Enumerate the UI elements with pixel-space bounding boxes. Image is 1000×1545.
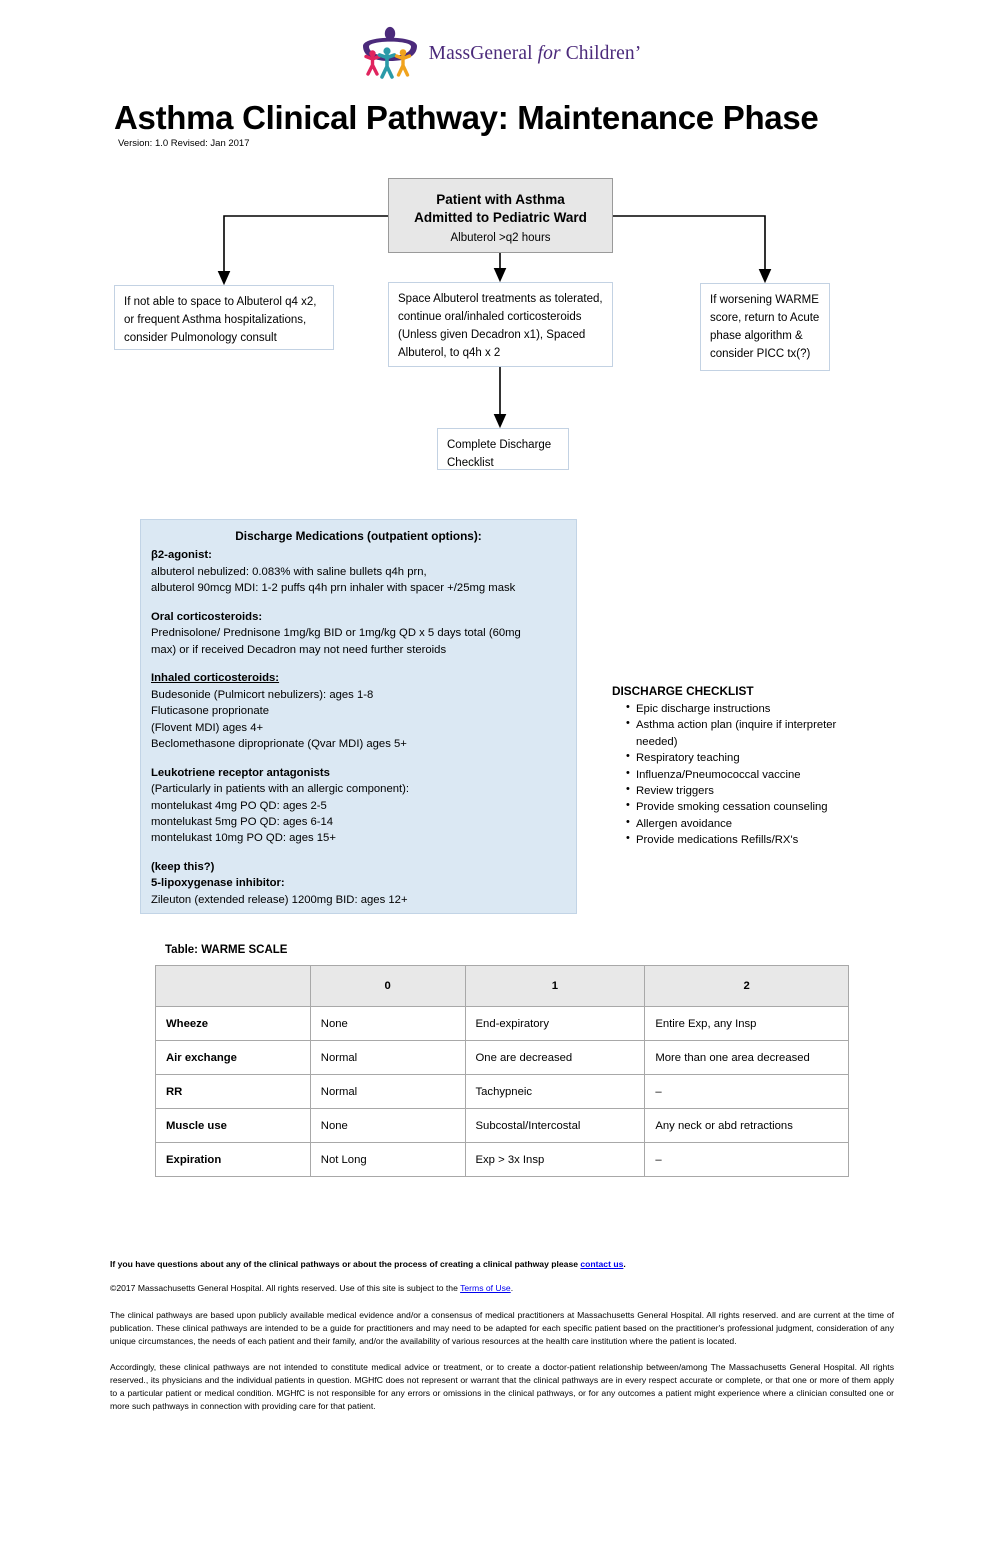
table-row: [156, 1041, 849, 1075]
footer-copyright-suffix: .: [510, 1282, 514, 1293]
flow-node-space-albuterol: [388, 282, 613, 367]
row-label: Expiration: [156, 1143, 311, 1177]
medication-group-inhaled-corticosteroids: [151, 670, 566, 752]
cell: None: [310, 1007, 465, 1041]
column-header-1: 1: [465, 966, 645, 1007]
checklist-item: • Influenza/Pneumococcal vaccine: [626, 767, 862, 783]
mid-node-line: tolerated, continue oral/inhaled: [398, 293, 603, 324]
cell: Any neck or abd retractions: [645, 1109, 849, 1143]
flow-node-pulmonology-consult: [114, 285, 334, 350]
logo-wordmark: MassGeneral for Children’: [428, 43, 642, 64]
medications-title: Discharge Medications (outpatient options):: [235, 529, 482, 543]
checklist-item: • Allergen avoidance: [626, 816, 862, 832]
group-heading: β2-agonist:: [151, 549, 212, 562]
cell: Normal: [310, 1041, 465, 1075]
group-line: Fluticasone proprionate: [151, 705, 270, 718]
logo-word-children: Children: [565, 43, 635, 64]
cell: Subcostal/Intercostal: [465, 1109, 645, 1143]
checklist-item: • Respiratory teaching: [626, 750, 862, 766]
footer-copyright-line: [110, 1282, 894, 1295]
patient-node-line2: Admitted to Pediatric Ward: [414, 210, 587, 226]
checklist-item: • Provide smoking cessation counseling: [626, 799, 862, 815]
checklist-title: DISCHARGE CHECKLIST: [612, 684, 754, 698]
group-line: Prednisolone/ Prednisone 1mg/kg BID or 1mg/kg QD x 5 days total (60mg: [151, 627, 521, 640]
cell: Entire Exp, any Insp: [645, 1007, 849, 1041]
footer-contact-line: [110, 1258, 894, 1271]
warme-table-caption: Table: WARME SCALE: [165, 944, 288, 956]
row-label: Muscle use: [156, 1109, 311, 1143]
cell: –: [645, 1075, 849, 1109]
logo-word-for: for: [537, 43, 561, 64]
group-line: (Particularly in patients with an allergic component):: [151, 783, 410, 796]
group-heading: 5-lipoxygenase inhibitor:: [151, 877, 285, 890]
mid-node-line: q4h x 2: [462, 347, 501, 360]
cell: –: [645, 1143, 849, 1177]
group-line: albuterol 90mcg MDI: 1-2 puffs q4h prn inhaler with spacer +/25mg mask: [151, 582, 516, 595]
cell: Tachypneic: [465, 1075, 645, 1109]
checklist-item: • Epic discharge instructions: [626, 701, 862, 717]
row-label: RR: [156, 1075, 311, 1109]
table-header-row: [156, 966, 849, 1007]
footer-contact-text: If you have questions about any of the clinical pathways or about the process of creating a clinical pathway please: [110, 1259, 581, 1269]
left-node-line: hospitalizations,: [224, 314, 307, 327]
complete-node-line: Discharge Checklist: [447, 439, 552, 470]
table-row: [156, 1007, 849, 1041]
left-node-line: consider Pulmonology consult: [124, 332, 277, 345]
cell: Not Long: [310, 1143, 465, 1177]
page-title: Asthma Clinical Pathway: Maintenance Phase: [114, 99, 819, 136]
checklist-item: • Review triggers: [626, 783, 862, 799]
group-line: montelukast 4mg PO QD: ages 2-5: [151, 799, 327, 812]
group-line: (Flovent MDI) ages 4+: [151, 721, 264, 734]
mid-node-line: corticosteroids (Unless given: [398, 311, 582, 342]
mid-node-line: Decadron x1), Spaced Albuterol, to: [398, 329, 586, 360]
patient-node-line1: Patient with Asthma: [436, 192, 565, 207]
discharge-medications-panel: [140, 519, 577, 914]
cell: One are decreased: [465, 1041, 645, 1075]
right-node-line: WARME score,: [710, 294, 819, 325]
group-line: Budesonide (Pulmicort nebulizers): ages 1-8: [151, 688, 374, 701]
group-heading: Oral corticosteroids:: [151, 610, 263, 623]
medication-group-lipoxygenase: [151, 859, 566, 908]
checklist-items: [612, 701, 862, 848]
cell: None: [310, 1109, 465, 1143]
pathway-flowchart: [0, 0, 1000, 500]
footer-paragraph-2: Accordingly, these clinical pathways are not intended to constitute medical advice or treatment, or to create a doctor-patient relationship between/among The Massachusetts General Hospital. All rights reserved., its physicians and the individual patients in question. MGHfC does not represent or warrant that the clinical pathways are in every respect accurate or complete, or that one or more of them apply to a particular patient or medical condition. MGHfC is not responsible for any errors or omissions in the clinical pathways, or for any outcomes a patient might experience where a clinician consulted one or more such pathways in connection with providing care for that patient.: [110, 1362, 894, 1412]
footer-legal: [110, 1258, 894, 1427]
cell: Exp > 3x Insp: [465, 1143, 645, 1177]
medication-group-leukotriene: [151, 765, 566, 847]
medication-group-oral-corticosteroids: [151, 609, 566, 658]
discharge-checklist: [612, 683, 862, 848]
cell: End-expiratory: [465, 1007, 645, 1041]
cell: More than one area decreased: [645, 1041, 849, 1075]
column-header-2: 2: [645, 966, 849, 1007]
flow-node-complete-discharge-checklist: [437, 428, 569, 470]
table-row: [156, 1109, 849, 1143]
warme-scale-table: [155, 965, 849, 1177]
column-header-0: 0: [310, 966, 465, 1007]
row-label: Wheeze: [156, 1007, 311, 1041]
group-note: (keep this?): [151, 860, 215, 873]
row-label: Air exchange: [156, 1041, 311, 1075]
cell: Normal: [310, 1075, 465, 1109]
group-heading-text: Inhaled corticosteroids:: [151, 672, 280, 685]
table-row: [156, 1075, 849, 1109]
footer-copyright-text: ©2017 Massachusetts General Hospital. All rights reserved. Use of this site is subject to the: [110, 1282, 461, 1293]
group-line: montelukast 5mg PO QD: ages 6-14: [151, 816, 334, 828]
contact-us-link[interactable]: contact us: [580, 1259, 624, 1269]
right-node-line: consider PICC tx(?): [710, 348, 811, 361]
footer-paragraph-1: The clinical pathways are based upon publicly available medical evidence and/or a consensus of medical practitioners at Massachusetts General Hospital. All rights reserved. and are current at the time of publication. These clinical pathways are intended to be a guide for practitioners and may need to be adapted for each specific patient based on the practitioner's professional judgment, consideration of any unique circumstances, the needs of each patient and their family, and/or the availability of various resources at the health care institution where the patient is located.: [110, 1309, 894, 1346]
left-node-line: x2, or frequent Asthma: [124, 296, 317, 327]
footer-contact-suffix: .: [623, 1259, 626, 1269]
flow-node-patient-with-asthma: [388, 178, 613, 253]
column-header-blank: [156, 966, 311, 1007]
mid-node-line: Space Albuterol treatments as: [398, 293, 552, 305]
group-line: max) or if received Decadron may not need further steroids: [151, 643, 447, 656]
group-line: Zileuton (extended release) 1200mg BID: ages 12+: [151, 893, 408, 906]
patient-node-sub: Albuterol >q2 hours: [450, 232, 551, 245]
terms-of-use-link[interactable]: Terms of Use: [460, 1282, 511, 1293]
right-node-line: phase algorithm &: [710, 330, 803, 343]
flow-node-worsening-warme: [700, 283, 830, 371]
version-line: Version: 1.0 Revised: Jan 2017: [118, 138, 250, 149]
right-node-line: If worsening: [710, 294, 773, 306]
group-line: montelukast 10mg PO QD: ages 15+: [151, 832, 336, 845]
logo-word-massgeneral: MassGeneral: [428, 43, 533, 64]
group-line: Beclomethasone diproprionate (Qvar MDI) ages 5+: [151, 738, 407, 751]
table-row: [156, 1143, 849, 1177]
group-line: albuterol nebulized: 0.083% with saline bullets q4h prn,: [151, 565, 427, 578]
complete-node-line: Complete: [447, 439, 497, 451]
group-heading: [151, 670, 566, 686]
medication-group-b2-agonist: [151, 547, 566, 596]
right-node-line: return to Acute: [744, 312, 820, 325]
checklist-item: • Provide medications Refills/RX's: [626, 832, 862, 848]
checklist-item: • Asthma action plan (inquire if interpreter needed): [626, 717, 862, 750]
left-node-line: If not able to space to Albuterol q4: [124, 296, 298, 308]
group-heading: Leukotriene receptor antagonists: [151, 766, 330, 779]
